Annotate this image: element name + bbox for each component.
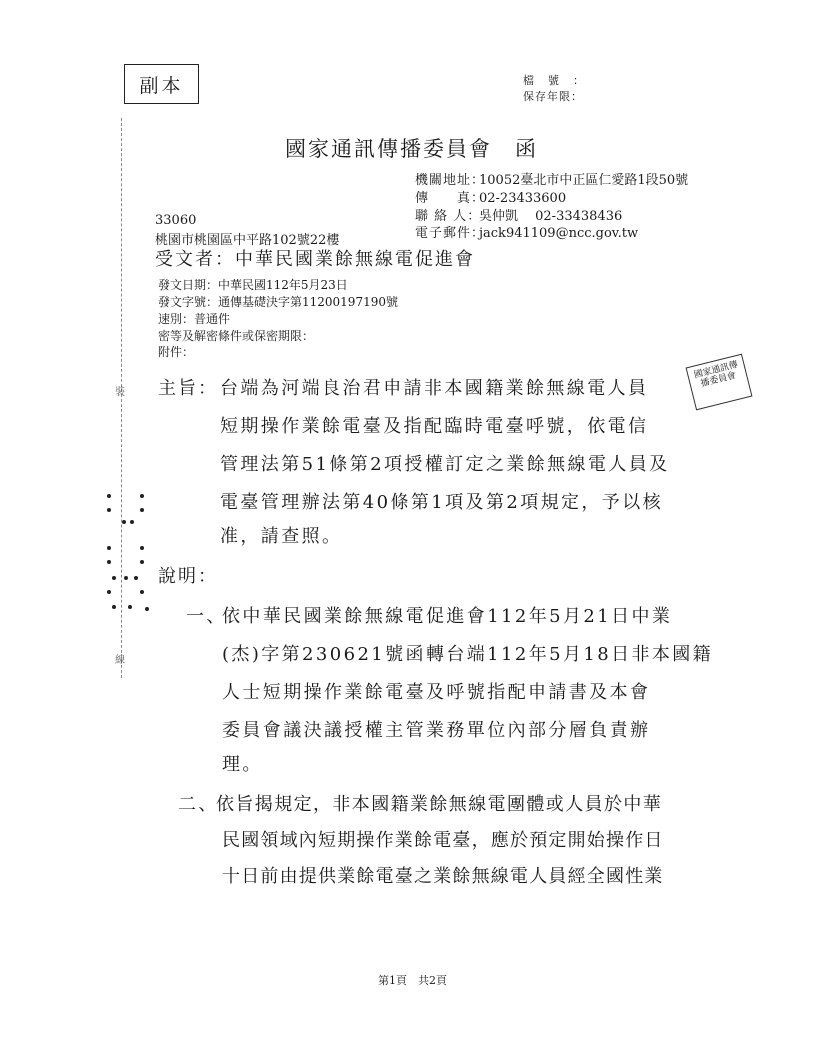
sender-address-row xyxy=(415,169,688,188)
contact-value: 吳仲凱 02-33438436 xyxy=(479,209,623,224)
explanation-line: 民國領域內短期操作業餘電臺，應於預定開始操作日 xyxy=(222,830,664,851)
sender-email-row xyxy=(415,222,638,241)
subject-line: 電臺管理辦法第40條第1項及第2項規定，予以核 xyxy=(220,492,664,513)
explanation-line: 理。 xyxy=(222,754,263,775)
document-number: 發文字號：通傳基礎決字第11200197190號 xyxy=(158,295,398,309)
explanation-label: 說明： xyxy=(158,566,218,587)
binding-char-bottom: 線 xyxy=(115,655,125,666)
sender-fax-row xyxy=(415,187,566,206)
retention-period-label: 保存年限： xyxy=(523,90,583,103)
binding-char-top: 裝 xyxy=(115,387,125,398)
subject-label: 主旨： xyxy=(158,378,218,399)
explanation-item-marker: 一、 xyxy=(186,606,227,627)
recipient-line: 受文者：中華民國業餘無線電促進會 xyxy=(155,249,475,270)
explanation-line: (杰)字第230621號函轉台端112年5月18日非本國籍 xyxy=(222,644,714,665)
received-stamp: 國家通訊傳播委員會 xyxy=(686,354,753,411)
explanation-line: 依旨揭規定，非本國籍業餘無線電團體或人員於中華 xyxy=(216,794,663,815)
binding-line xyxy=(121,118,122,678)
subject-line: 台端為河端良治君申請非本國籍業餘無線電人員 xyxy=(220,378,649,399)
file-number-label: 檔號： xyxy=(523,74,598,87)
copy-label: 副本 xyxy=(139,74,184,97)
attachment-label: 附件： xyxy=(158,345,195,359)
explanation-item-marker: 二、 xyxy=(178,794,219,815)
subject-line: 短期操作業餘電臺及指配臨時電臺呼號，依電信 xyxy=(220,416,649,437)
recipient-postal-code: 33060 xyxy=(155,213,197,228)
subject-line: 管理法第51條第2項授權訂定之業餘無線電人員及 xyxy=(220,454,670,475)
issue-date: 發文日期：中華民國112年5月23日 xyxy=(158,278,348,292)
email-label: 電子郵件： xyxy=(415,226,486,241)
security-classification: 密等及解密條件或保密期限： xyxy=(158,329,315,343)
explanation-line: 人士短期操作業餘電臺及呼號指配申請書及本會 xyxy=(222,682,651,703)
address-label: 機關地址： xyxy=(415,173,486,188)
address-value: 10052臺北市中正區仁愛路1段50號 xyxy=(479,173,689,188)
document-title: 國家通訊傳播委員會 函 xyxy=(285,137,538,161)
fax-value: 02-23433600 xyxy=(479,191,567,206)
recipient-address: 桃園市桃園區中平路102號22樓 xyxy=(155,233,340,248)
contact-label: 聯 絡 人： xyxy=(415,209,482,224)
email-value: jack941109@ncc.gov.tw xyxy=(479,226,639,241)
explanation-line: 十日前由提供業餘電臺之業餘無線電人員經全國性業 xyxy=(222,866,664,887)
fax-label: 傳 真： xyxy=(415,191,486,206)
page-number: 第1頁 共2頁 xyxy=(378,974,447,987)
explanation-line: 委員會議決議授權主管業務單位內部分層負責辦 xyxy=(222,720,651,741)
delivery-speed: 速別：普通件 xyxy=(158,312,231,326)
subject-line: 准，請查照。 xyxy=(220,526,343,547)
copy-stamp-box xyxy=(124,64,199,104)
explanation-line: 依中華民國業餘無線電促進會112年5月21日中業 xyxy=(222,606,673,627)
